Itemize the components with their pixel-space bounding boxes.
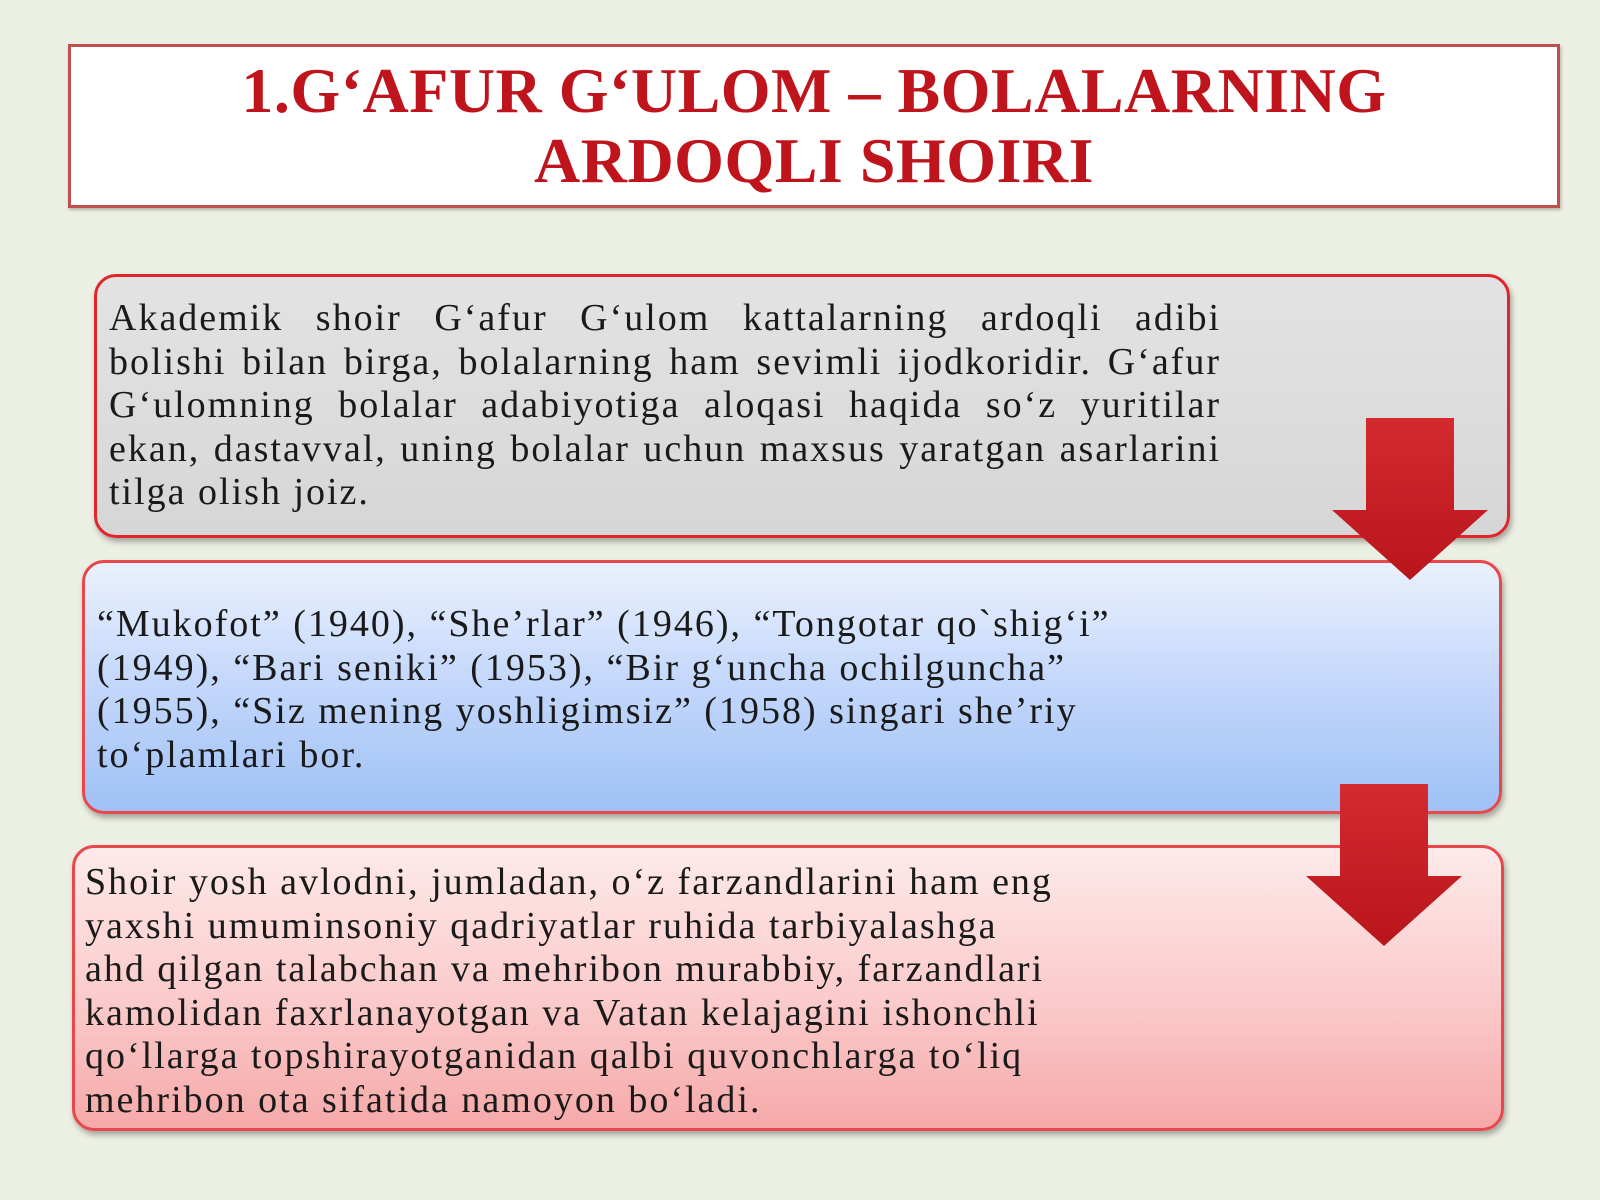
arrow-down-icon	[1332, 418, 1488, 580]
text-line: Shoir yosh avlodni, jumladan, o‘z farzandlarini ham eng	[85, 861, 1053, 903]
text-line: yaxshi umuminsoniy qadriyatlar ruhida tarbiyalashga	[85, 904, 998, 947]
text-line: to‘plamlari bor.	[97, 733, 366, 776]
info-box-collections	[82, 560, 1502, 814]
title-line-1: 1.G‘AFUR G‘ULOM – BOLALARNING	[241, 55, 1387, 126]
info-box-father-role	[72, 845, 1504, 1131]
text-line: bolishi bilan birga, bolalarning ham sevimli ijodkoridir.	[109, 340, 1092, 383]
info-paragraph-3	[85, 861, 1285, 1122]
text-line: yaratgan asarlarini tilga olish joiz.	[109, 427, 1221, 513]
text-line: Akademik shoir G‘afur G‘ulom kattalarning ardoqli adibi	[109, 297, 1221, 339]
arrow-down-icon	[1306, 784, 1462, 946]
text-line: G‘afur G‘ulomning bolalar adabiyotiga aloqasi haqida so‘z	[109, 340, 1221, 426]
text-line: (1955), “Siz mening yoshligimsiz” (1958) singari she’riy	[97, 690, 1078, 732]
title-box	[68, 44, 1560, 208]
text-line: yuritilar ekan, dastavval, uning bolalar uchun maxsus	[109, 384, 1221, 470]
text-line: (1949), “Bari seniki” (1953), “Bir g‘uncha ochilguncha”	[97, 646, 1066, 689]
info-paragraph-1	[109, 297, 1221, 515]
text-line: mehribon ota sifatida namoyon bo‘ladi.	[85, 1078, 762, 1121]
title-line-2: ARDOQLI SHOIRI	[534, 125, 1094, 196]
text-line: ahd qilgan talabchan va mehribon murabbiy, farzandlari	[85, 948, 1045, 990]
text-line: “Mukofot” (1940), “She’rlar” (1946), “Tongotar qo`shig‘i”	[97, 603, 1111, 645]
info-paragraph-2	[97, 603, 1297, 777]
text-line: qo‘llarga topshirayotganidan qalbi quvonchlarga to‘liq	[85, 1035, 1024, 1077]
info-box-works-intro	[94, 274, 1510, 538]
text-line: kamolidan faxrlanayotgan va Vatan kelajagini ishonchli	[85, 991, 1040, 1034]
